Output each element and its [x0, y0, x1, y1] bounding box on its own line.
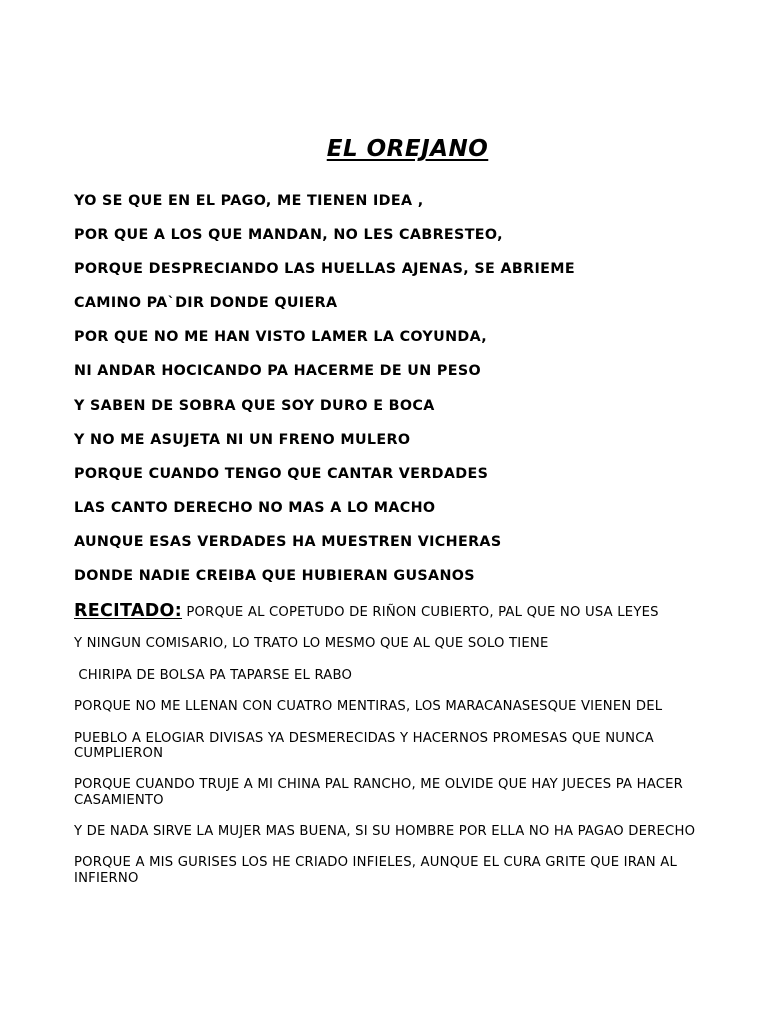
verse-line: NI ANDAR HOCICANDO PA HACERME DE UN PESO — [74, 363, 481, 380]
verse-line: PORQUE DESPRECIANDO LAS HUELLAS AJENAS, SE ABRIEME — [74, 261, 575, 278]
recitado-section — [74, 601, 734, 902]
verse-line: YO SE QUE EN EL PAGO, ME TIENEN IDEA , — [74, 193, 424, 209]
recitado-line: PORQUE NO ME LLENAN CON CUATRO MENTIRAS, LOS MARACANASESQUE VIENEN DEL — [74, 699, 663, 714]
recitado-line: CHIRIPA DE BOLSA PA TAPARSE EL RABO — [74, 667, 353, 683]
verse-line: CAMINO PA`DIR DONDE QUIERA — [74, 295, 338, 312]
verse-line: DONDE NADIE CREIBA QUE HUBIERAN GUSANOS — [74, 568, 475, 585]
recitado-line: PORQUE A MIS GURISES LOS HE CRIADO INFIELES, AUNQUE EL CURA GRITE QUE IRAN AL INFIERNO — [74, 855, 677, 886]
verse-line: Y SABEN DE SOBRA QUE SOY DURO E BOCA — [74, 397, 435, 414]
verse-line: POR QUE A LOS QUE MANDAN, NO LES CABRESTEO, — [74, 227, 503, 244]
recitado-line: PORQUE CUANDO TRUJE A MI CHINA PAL RANCHO, ME OLVIDE QUE HAY JUECES PA HACER CASAMIENTO — [74, 777, 684, 808]
verse-line: POR QUE NO ME HAN VISTO LAMER LA COYUNDA, — [74, 329, 488, 346]
verse-line: PORQUE CUANDO TENGO QUE CANTAR VERDADES — [74, 465, 489, 482]
verse-line: AUNQUE ESAS VERDADES HA MUESTREN VICHERAS — [74, 533, 502, 550]
recitado-first-line — [74, 601, 734, 636]
verse-line: Y NO ME ASUJETA NI UN FRENO MULERO — [74, 431, 411, 448]
recitado-line: PORQUE AL COPETUDO DE RIÑON CUBIERTO, PAL QUE NO USA LEYES — [182, 605, 659, 620]
page-title: EL OREJANO — [326, 136, 489, 162]
verse-list — [74, 193, 575, 602]
recitado-label: RECITADO: — [74, 601, 183, 621]
verse-line: LAS CANTO DERECHO NO MAS A LO MACHO — [74, 499, 436, 516]
recitado-line: PUEBLO A ELOGIAR DIVISAS YA DESMERECIDAS Y HACERNOS PROMESAS QUE NUNCA CUMPLIERON — [74, 730, 654, 762]
recitado-line: Y DE NADA SIRVE LA MUJER MAS BUENA, SI SU HOMBRE POR ELLA NO HA PAGAO DERECHO — [74, 823, 696, 839]
recitado-line: Y NINGUN COMISARIO, LO TRATO LO MESMO QUE AL QUE SOLO TIENE — [74, 636, 549, 651]
